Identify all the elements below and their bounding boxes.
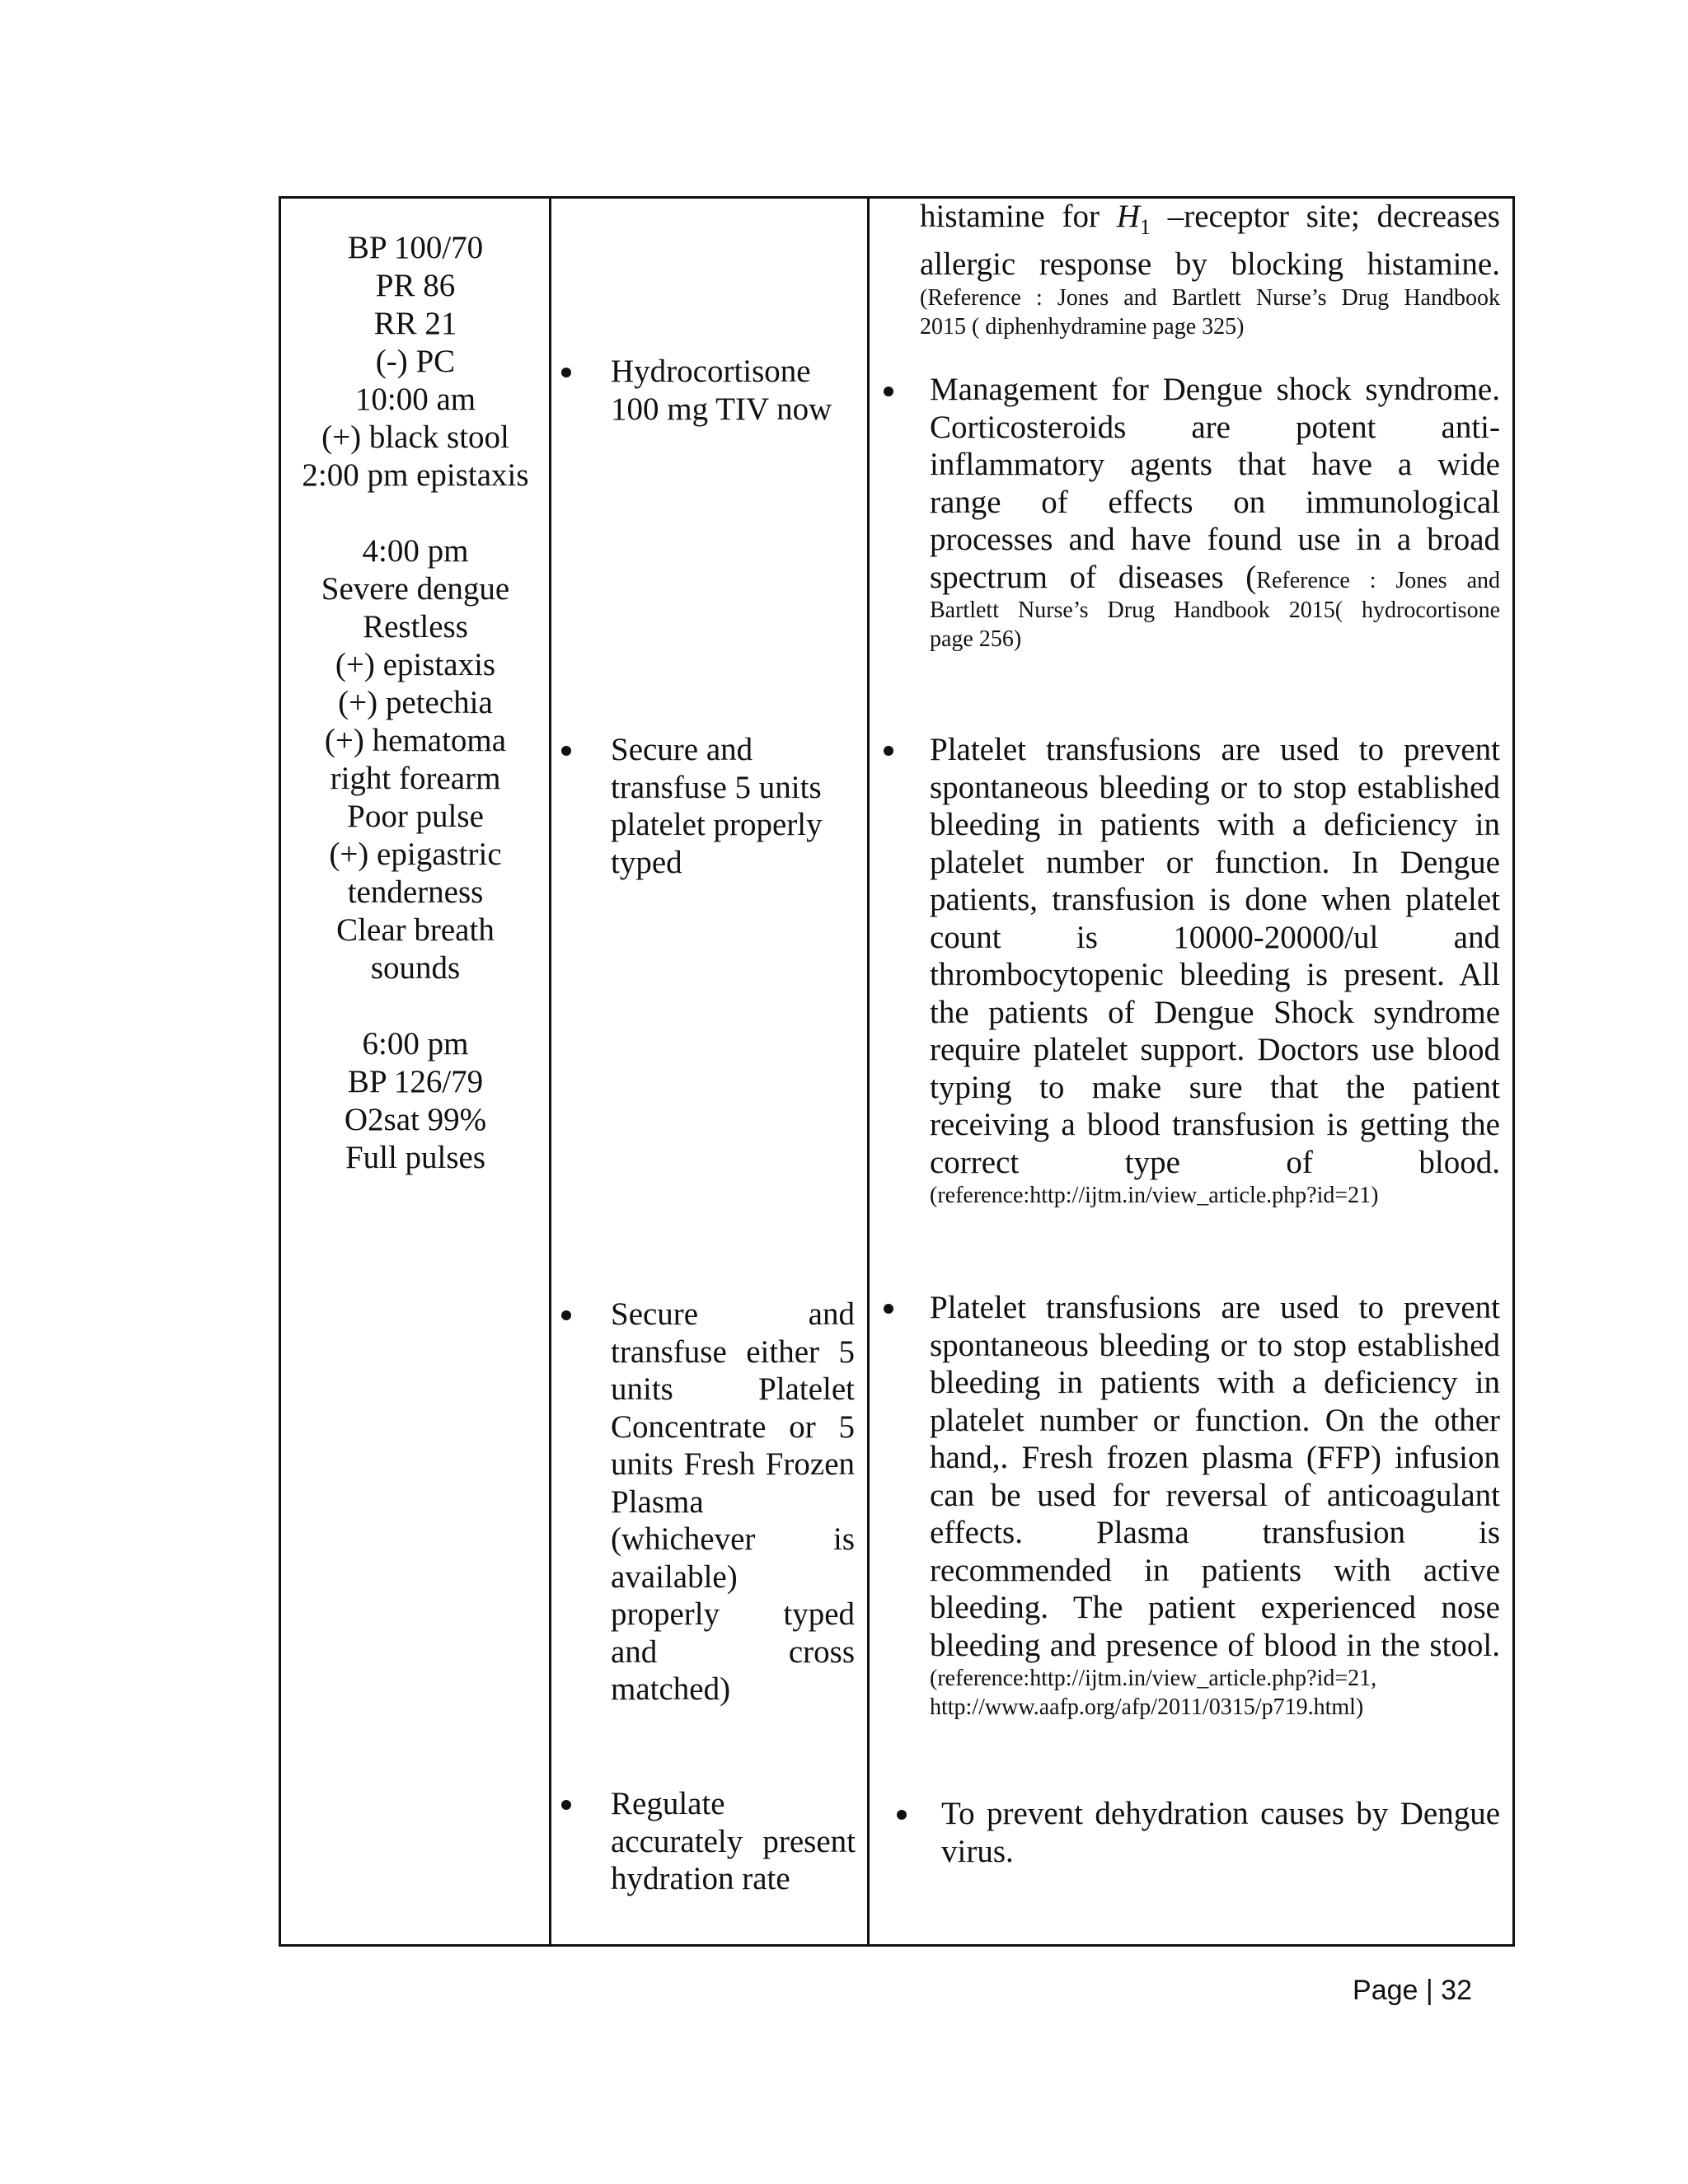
assessment-line: (+) petechia [338, 685, 493, 720]
text-line: patients, transfusion is done when platelet [930, 882, 1500, 917]
text-line: hand,. Fresh frozen plasma (FFP) infusion [930, 1440, 1500, 1475]
page-number: Page | 32 [1353, 1975, 1472, 2006]
text-line: properly typed [611, 1596, 855, 1632]
text-line: Secure and [611, 732, 753, 767]
text-line: recommended in patients with active [930, 1552, 1500, 1588]
assessment-line: Poor pulse [347, 799, 484, 834]
text-line: Hydrocortisone [611, 354, 811, 389]
column-divider-1 [549, 196, 551, 1947]
rationale-hydrocortisone [930, 371, 1500, 654]
bullet [561, 1310, 571, 1320]
text-line: available) [611, 1558, 738, 1595]
text-line: transfuse 5 units [611, 769, 822, 805]
text-line: Platelet transfusions are used to prevent [930, 1290, 1500, 1325]
assessment-line: O2sat 99% [344, 1102, 487, 1137]
text-line: Management for Dengue shock syndrome. [930, 372, 1500, 407]
text-line: can be used for reversal of anticoagulant [930, 1477, 1500, 1513]
text-line: inflammatory agents that have a wide [930, 447, 1500, 482]
assessment-line: 6:00 pm [362, 1026, 469, 1062]
assessment-line: tenderness [347, 874, 484, 910]
text-line: platelet properly [611, 807, 823, 842]
bullet [561, 1800, 571, 1810]
text-line: transfuse either 5 [611, 1333, 855, 1370]
text-line: hydration rate [611, 1861, 790, 1896]
text-line: Corticosteroids are potent anti- [930, 409, 1500, 445]
assessment-line: (+) epigastric [329, 837, 502, 872]
reference-line: (Reference : Jones and Bartlett Nurse’s Drug Handbook [920, 284, 1500, 311]
assessment-line: BP 100/70 [347, 230, 484, 265]
text-line: platelet number or function. On the other [930, 1402, 1500, 1438]
bullet [884, 387, 893, 396]
text-line: accurately present [611, 1823, 856, 1859]
text-line: receiving a blood transfusion is getting the [930, 1107, 1500, 1142]
column-divider-2 [867, 196, 870, 1947]
text-fragment: histamine for [920, 199, 1117, 234]
text-line: spontaneous bleeding or to stop established [930, 1327, 1500, 1363]
assessment-line: (+) hematoma [324, 723, 507, 758]
rationale-continued [920, 198, 1500, 341]
text-line: Plasma [611, 1483, 704, 1520]
text-line: Concentrate or 5 [611, 1408, 855, 1445]
rationale-hydration [941, 1795, 1500, 1870]
assessment-line: BP 126/79 [347, 1064, 484, 1099]
text-line: require platelet support. Doctors use blood [930, 1032, 1500, 1067]
text-line: bleeding in patients with a deficiency in [930, 1365, 1500, 1400]
assessment-line: 4:00 pm [362, 533, 469, 569]
text-line: correct type of blood. [930, 1144, 1500, 1180]
assessment-line [284, 987, 547, 1025]
assessment-line: PR 86 [375, 268, 456, 303]
intervention-hydrocortisone [611, 353, 856, 428]
reference-fragment: Reference : Jones and [1256, 567, 1500, 593]
bullet [561, 746, 571, 756]
assessment-line: (+) black stool [321, 419, 509, 455]
bullet [884, 1304, 893, 1314]
rationale-platelet-or-ffp [930, 1289, 1500, 1722]
assessment-line: Restless [363, 609, 468, 644]
intervention-hydration [611, 1785, 856, 1898]
text-line: units Platelet [611, 1371, 855, 1407]
text-fragment: –receptor site; decreases [1150, 199, 1500, 234]
text-line: typed [611, 844, 682, 880]
reference-line: http://www.aafp.org/afp/2011/0315/p719.html) [930, 1694, 1364, 1720]
text-line: thrombocytopenic bleeding is present. All [930, 957, 1500, 992]
h-symbol: H [1116, 199, 1140, 234]
text-line: spontaneous bleeding or to stop established [930, 769, 1500, 805]
rationale-platelet-transfusion [930, 731, 1500, 1210]
text-line: typing to make sure that the patient [930, 1069, 1500, 1105]
text-line: matched) [611, 1671, 731, 1707]
reference-line: 2015 ( diphenhydramine page 325) [920, 313, 1245, 340]
assessment-line: 2:00 pm epistaxis [302, 457, 529, 493]
text-line: units Fresh Frozen [611, 1446, 855, 1482]
bullet [561, 368, 571, 377]
reference-line: Bartlett Nurse’s Drug Handbook 2015( hydrocortisone [930, 598, 1500, 623]
text-line [930, 559, 1500, 597]
text-line [920, 198, 1500, 246]
text-line: To prevent dehydration causes by Dengue [941, 1796, 1500, 1831]
text-line: range of effects on immunological [930, 484, 1500, 520]
text-line: processes and have found use in a broad [930, 522, 1500, 557]
text-line: and cross [611, 1633, 855, 1670]
intervention-platelet-or-ffp [611, 1296, 855, 1708]
text-line: bleeding in patients with a deficiency in [930, 807, 1500, 842]
text-fragment: spectrum of diseases ( [930, 559, 1257, 595]
bullet [897, 1810, 907, 1820]
text-line: Secure and [611, 1296, 855, 1332]
reference-line: (reference:http://ijtm.in/view_article.php?id=21) [930, 1183, 1379, 1208]
assessment-line: 10:00 am [354, 382, 476, 417]
text-line: count is 10000-20000/ul and [930, 919, 1500, 955]
text-line: 100 mg TIV now [611, 391, 832, 427]
text-line: platelet number or function. In Dengue [930, 844, 1500, 880]
reference-line: page 256) [930, 626, 1022, 652]
reference-line: (reference:http://ijtm.in/view_article.php?id=21, [930, 1666, 1377, 1691]
text-line: allergic response by blocking histamine. [920, 246, 1500, 283]
assessment-line: Severe dengue [321, 571, 510, 607]
text-line: virus. [941, 1833, 1014, 1869]
assessment-line: sounds [370, 950, 461, 986]
assessment-line: Full pulses [345, 1140, 486, 1175]
assessment-line: right forearm [330, 761, 501, 796]
text-line: bleeding. The patient experienced nose [930, 1590, 1500, 1625]
text-line: Regulate [611, 1786, 725, 1821]
intervention-platelet-transfusion [611, 731, 856, 881]
text-line: Platelet transfusions are used to prevent [930, 732, 1500, 767]
text-line: effects. Plasma transfusion is [930, 1515, 1500, 1550]
assessment-column [284, 229, 547, 1177]
subscript: 1 [1139, 214, 1151, 239]
assessment-line [284, 494, 547, 532]
text-line: bleeding and presence of blood in the stool. [930, 1627, 1500, 1663]
bullet [884, 746, 893, 756]
text-line: (whichever is [611, 1521, 855, 1557]
assessment-line: RR 21 [373, 306, 457, 341]
assessment-line: Clear breath [336, 912, 495, 948]
assessment-line: (+) epistaxis [335, 647, 496, 682]
assessment-line: (-) PC [375, 344, 456, 379]
text-line: the patients of Dengue Shock syndrome [930, 994, 1500, 1030]
